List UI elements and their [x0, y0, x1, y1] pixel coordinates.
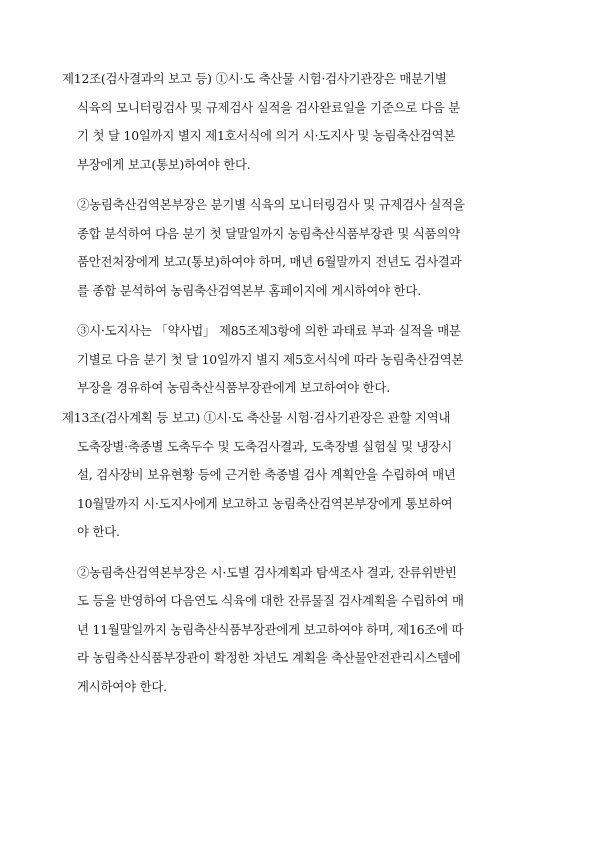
article-12-heading-line: 제12조(검사결과의 보고 등) ①시·도 축산물 시험·검사기관장은 매분기별 — [62, 71, 447, 86]
article-13-text-line: 야 한다. — [77, 524, 120, 539]
article-12-text-line: 식육의 모니터링검사 및 규제검사 실적을 검사완료일을 기준으로 다음 분 — [77, 100, 460, 115]
article-12-para2-line: 를 종합 분석하여 농림축산검역본부 홈페이지에 게시하여야 한다. — [77, 283, 421, 298]
article-13-text-line: 도축장별·축종별 도축두수 및 도축검사결과, 도축장별 실험실 및 냉장시 — [77, 439, 452, 454]
article-12-para3-line: 기별로 다음 분기 첫 달 10일까지 별지 제5호서식에 따라 농림축산검역본 — [77, 352, 464, 367]
article-12-text-line: 기 첫 달 10일까지 별지 제1호서식에 의거 시·도지사 및 농림축산검역본 — [77, 128, 456, 143]
article-12-para2-line: 품안전처장에게 보고(통보)하여야 하며, 매년 6월말까지 전년도 검사결과 — [77, 254, 462, 269]
article-13-para2-line: 도 등을 반영하여 다음연도 식육에 대한 잔류물질 검사계획을 수립하여 매 — [77, 593, 464, 608]
article-13-text-line: 10월말까지 시·도지사에게 보고하고 농림축산검역본부장에게 통보하여 — [77, 496, 453, 511]
article-12-para3-line: ③시·도지사는 「약사법」 제85조제3항에 의한 과태료 부과 실적을 매분 — [77, 323, 461, 338]
article-12-para2-line: 종합 분석하여 다음 분기 첫 달말일까지 농림축산식품부장관 및 식품의약 — [77, 226, 460, 241]
article-12-text-line: 부장에게 보고(통보)하여야 한다. — [77, 157, 251, 172]
article-13-heading-line: 제13조(검사계획 등 보고) ①시·도 축산물 시험·검사기관장은 관할 지역내 — [62, 410, 451, 425]
article-13-text-line: 설, 검사장비 보유현황 등에 근거한 축종별 검사 계획안을 수립하여 매년 — [77, 467, 456, 482]
article-13-para2-line: 게시하여야 한다. — [77, 679, 167, 694]
article-12-para3-line: 부장을 경유하여 농림축산식품부장관에게 보고하여야 한다. — [77, 380, 390, 395]
article-13-para2-line: 년 11월말일까지 농림축산식품부장관에게 보고하여야 하며, 제16조에 따 — [77, 622, 464, 637]
article-13-para2-line: ②농림축산검역본부장은 시·도별 검사계획과 탐색조사 결과, 잔류위반빈 — [77, 565, 457, 580]
article-13-para2-line: 라 농림축산식품부장관이 확정한 차년도 계획을 축산물안전관리시스템에 — [77, 650, 461, 665]
article-12-para2-line: ②농림축산검역본부장은 분기별 식육의 모니터링검사 및 규제검사 실적을 — [77, 197, 465, 212]
